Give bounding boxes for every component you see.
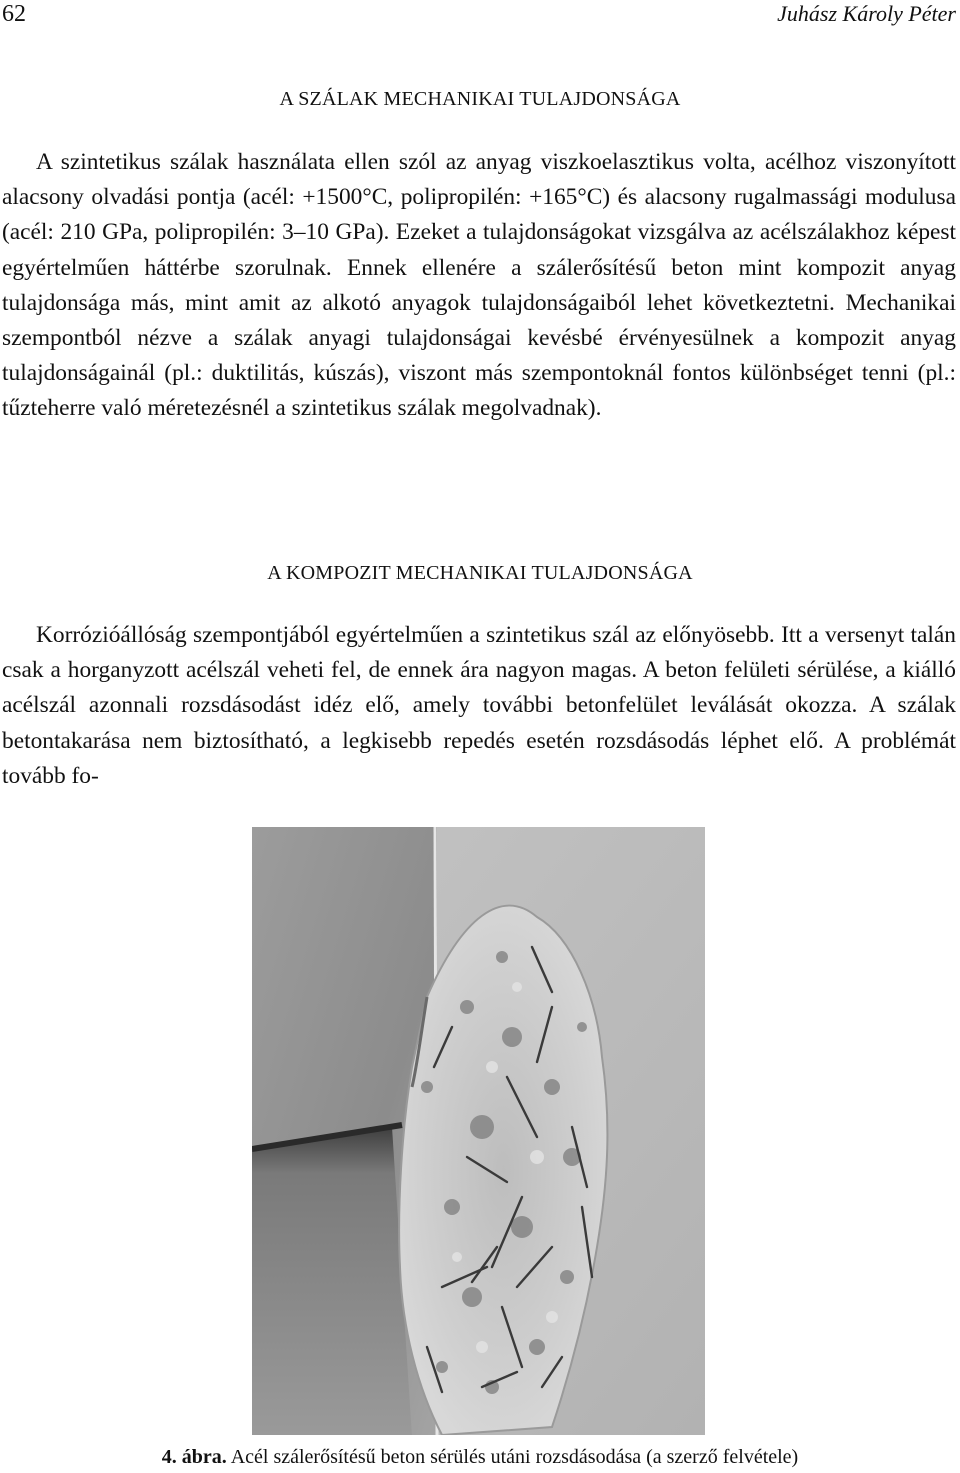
figure-caption-text: Acél szálerősítésű beton sérülés utáni rozsdásodása (a szerző felvétele) (230, 1446, 799, 1468)
page-header (0, 0, 960, 34)
lower-left-face (252, 1127, 412, 1435)
section-heading-fibers: A SZÁLAK MECHANIKAI TULAJDONSÁGA (279, 88, 681, 110)
concrete-damage-photo (252, 827, 705, 1435)
section-heading-composite: A KOMPOZIT MECHANIKAI TULAJDONSÁGA (267, 562, 693, 584)
page-number: 62 (2, 1, 26, 27)
figure-label: 4. ábra. (161, 1446, 227, 1468)
paragraph-fibers: A szintetikus szálak használata ellen szól az anyag viszkoelasztikus volta, acélhoz viszonyított alacsony olvadási pontja (acél: +1500°C, polipropilén: +165°C) és alacsony rugalmassági modulusa (acél: 210 GPa, polipropilén: 3–10 GPa). Ezeket a tulajdonságokat vizsgálva az acélszálakhoz képest egyértelműen háttérbe szorulnak. Ennek ellenére a szálerősítésű beton mint kompozit anyag tulajdonsága más, mint amit az alkotó anyagok tulajdonságaiból lehet következtetni. Mechanikai szempontból nézve a szálak anyagi tulajdonságai kevésbé érvényesülnek a kompozit anyag tulajdonságainál (pl.: duktilitás, kúszás), viszont más szempontoknál fontos különbséget tenni (pl.: tűzteherre való méretezésnél a szintetikus szálak megolvadnak). (2, 149, 956, 422)
paragraph-composite: Korrózióállóság szempontjából egyértelműen a szintetikus szál az előnyösebb. Itt a versenyt talán csak a horganyzott acélszál veheti fel, de ennek ára nagyon magas. A beton felületi sérülése, a kiálló acélszál azonnali rozsdásodást idéz elő, amely további betonfelület leválását okozza. A szálak betontakarása nem biztosítható, a legkisebb repedés esetén rozsdásodás léphet elő. A problémát tovább fo- (2, 622, 956, 789)
running-author: Juhász Károly Péter (777, 1, 956, 26)
figure-caption (0, 1444, 960, 1470)
